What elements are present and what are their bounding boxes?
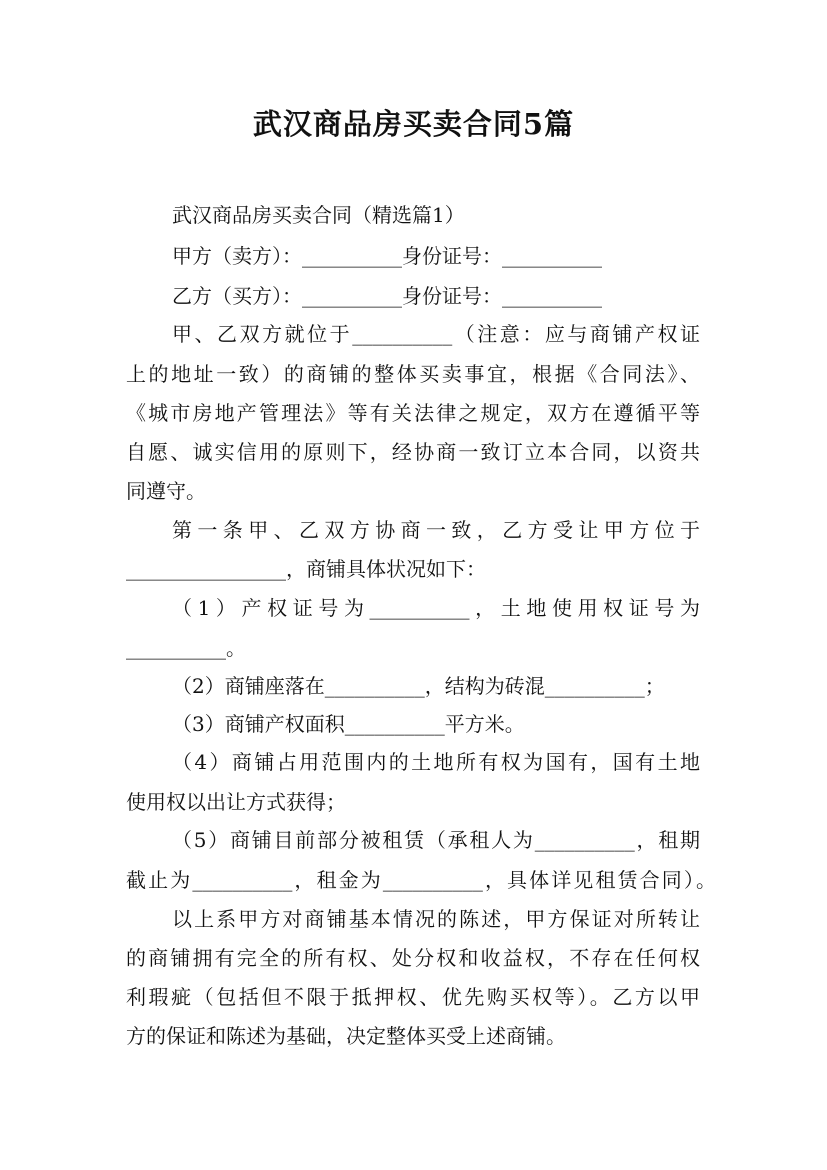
clause-line: （2）商铺座落在__________，结构为砖混__________；	[172, 674, 665, 698]
paragraph-line: 上的地址一致）的商铺的整体买卖事宜，根据《合同法》、	[126, 362, 700, 386]
paragraph-line: 以上系甲方对商铺基本情况的陈述，甲方保证对所转让	[172, 907, 700, 931]
paragraph-line: 利瑕疵（包括但不限于抵押权、优先购买权等）。乙方以甲	[126, 985, 700, 1009]
clause-line: __________。	[126, 636, 246, 660]
clause-line: （1）产权证号为__________，土地使用权证号为	[172, 596, 700, 620]
article-line: 第一条甲、乙双方协商一致，乙方受让甲方位于	[172, 518, 700, 542]
paragraph-line: 方的保证和陈述为基础，决定整体买受上述商铺。	[126, 1024, 566, 1048]
document-title: 武汉商品房买卖合同5篇	[252, 107, 575, 141]
clause-line: 使用权以出让方式获得；	[126, 790, 346, 814]
paragraph-line: 自愿、诚实信用的原则下，经协商一致订立本合同，以资共	[126, 440, 700, 464]
party-a-line: 甲方（卖方）：__________身份证号：__________	[172, 244, 602, 268]
paragraph-line: 的商铺拥有完全的所有权、处分权和收益权，不存在任何权	[126, 946, 700, 970]
article-line: ________________，商铺具体状况如下：	[126, 557, 486, 581]
clause-line: （4）商铺占用范围内的土地所有权为国有，国有土地	[172, 750, 700, 774]
clause-line: （3）商铺产权面积__________平方米。	[172, 712, 525, 736]
clause-line: 截止为__________，租金为__________，具体详见租赁合同）。	[126, 868, 716, 892]
paragraph-line: 同遵守。	[126, 479, 206, 503]
paragraph-line: 《城市房地产管理法》等有关法律之规定，双方在遵循平等	[126, 401, 700, 425]
paragraph-line: 甲、乙双方就位于__________（注意：应与商铺产权证	[172, 322, 700, 346]
clause-line: （5）商铺目前部分被租赁（承租人为__________，租期	[172, 828, 700, 852]
party-b-line: 乙方（买方）：__________身份证号：__________	[172, 284, 602, 308]
section-heading: 武汉商品房买卖合同（精选篇1）	[172, 203, 465, 227]
